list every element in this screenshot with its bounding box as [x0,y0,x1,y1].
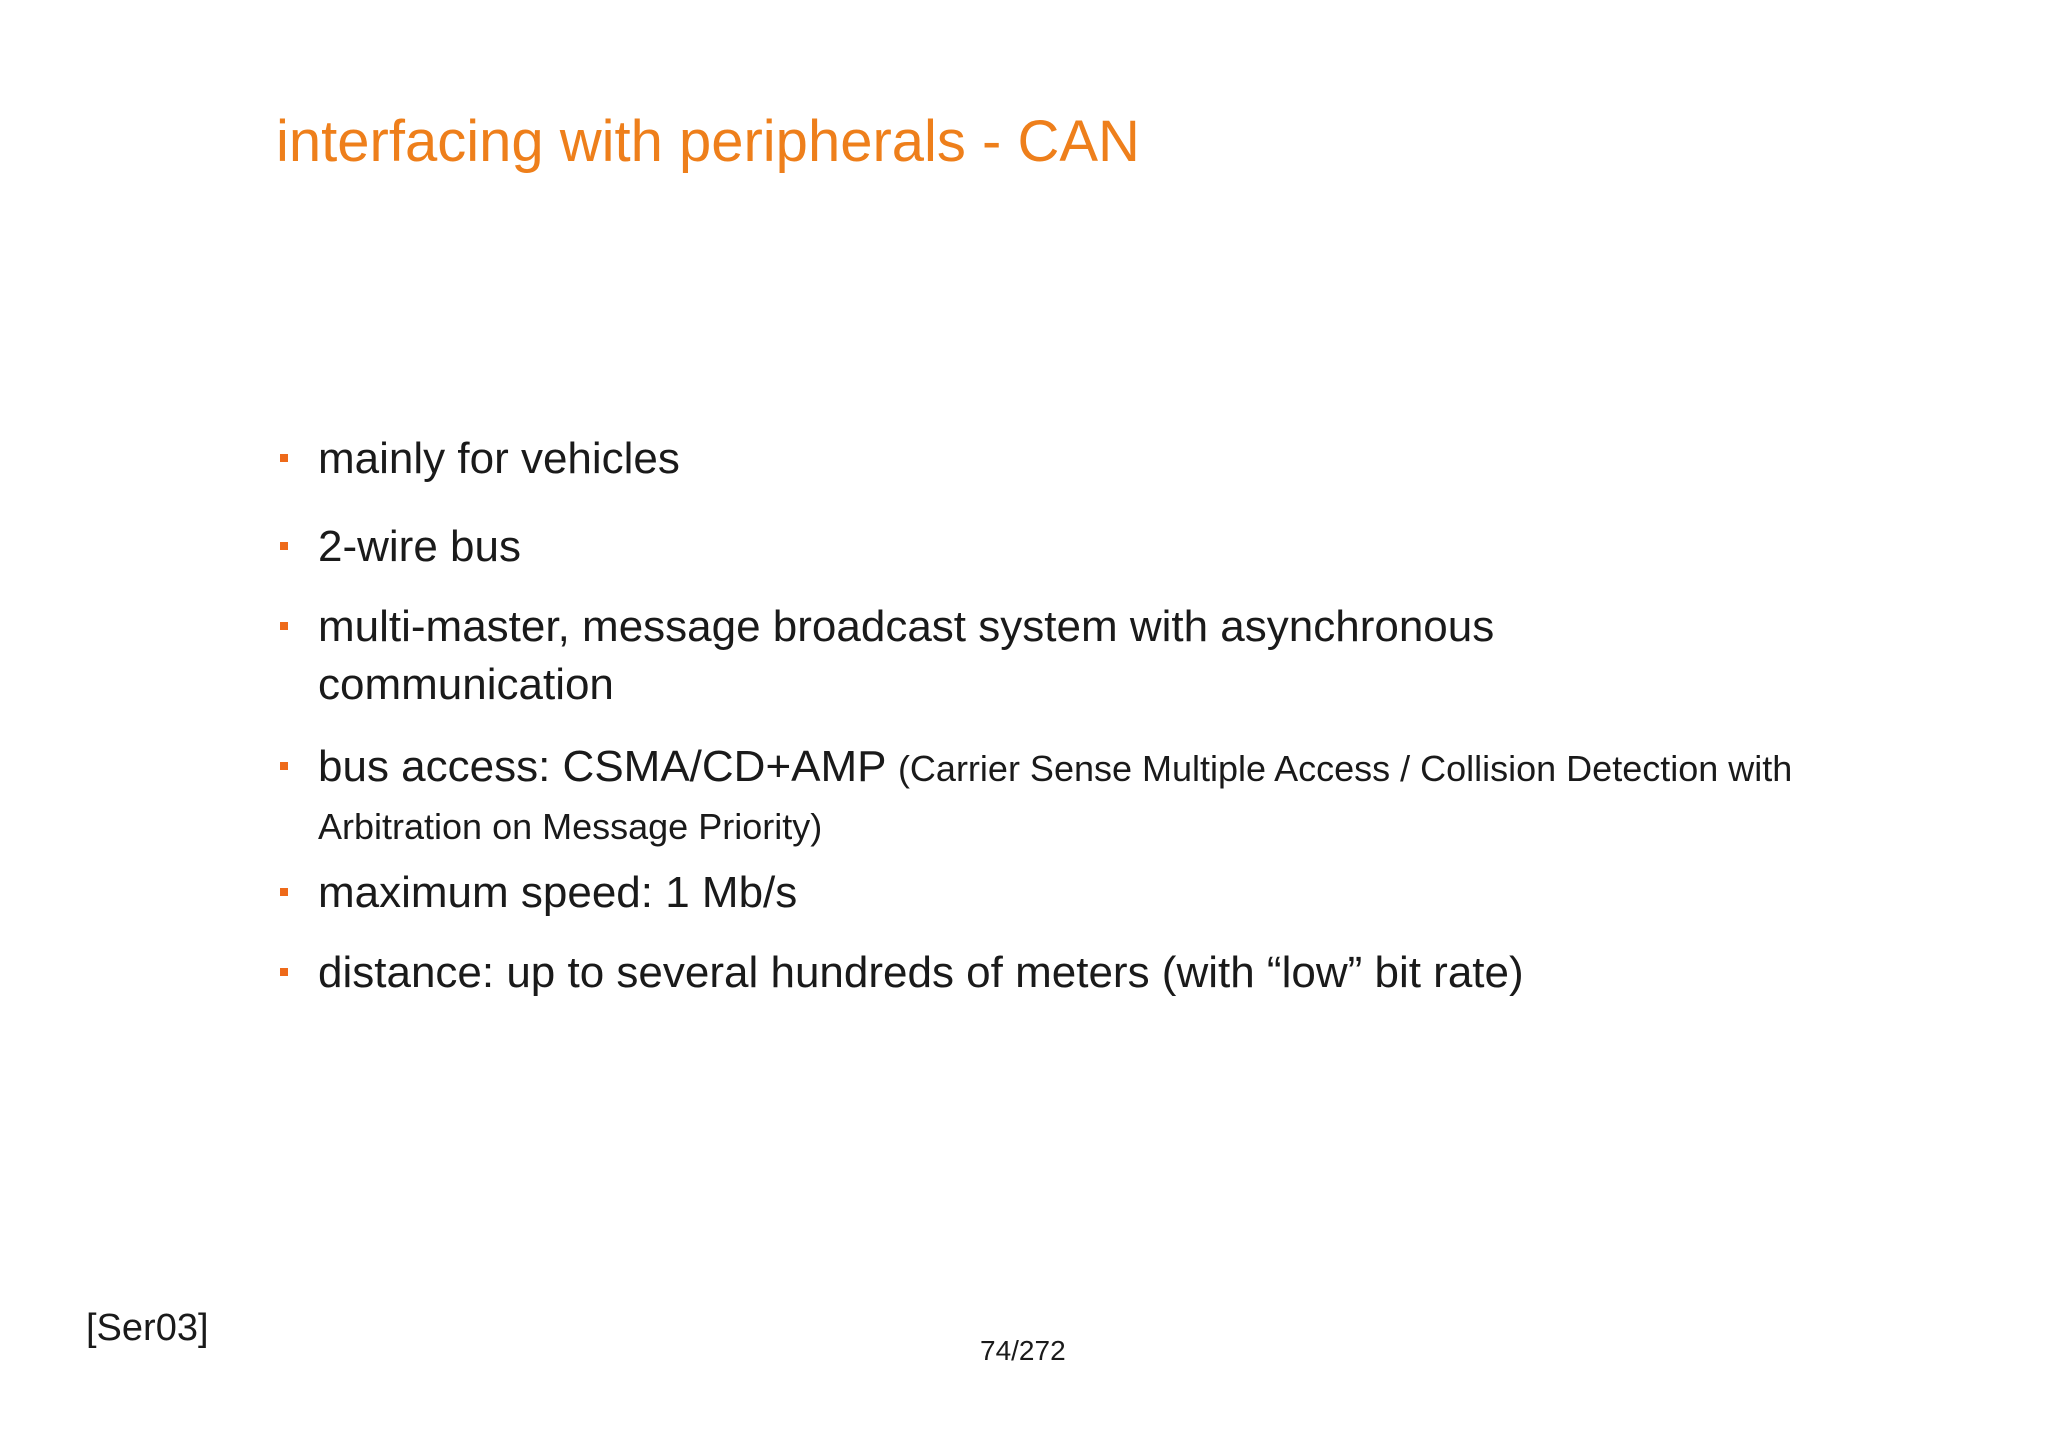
bullet-marker-icon [280,762,288,770]
bullet-text [318,738,1918,854]
slide-title: interfacing with peripherals - CAN [276,109,1140,174]
bullet-text: mainly for vehicles [318,434,680,483]
bullet-marker-icon [280,968,288,976]
reference-citation: [Ser03] [86,1307,209,1349]
bullet-main-text: bus access: CSMA/CD+AMP [318,742,886,791]
bullet-text: multi-master, message broadcast system with asynchronous communication [318,602,1495,709]
bullet-text: 2-wire bus [318,522,521,571]
page-number: 74/272 [980,1335,1066,1366]
bullet-marker-icon [280,622,288,630]
bullet-marker-icon [280,454,288,462]
bullet-text: distance: up to several hundreds of meters (with “low” bit rate) [318,948,1524,997]
bullet-marker-icon [280,888,288,896]
bullet-detail-text: (Carrier Sense Multiple Access / Collision Detection with Arbitration on Message Priority) [318,748,1793,847]
bullet-marker-icon [280,542,288,550]
bullet-text: maximum speed: 1 Mb/s [318,868,798,917]
